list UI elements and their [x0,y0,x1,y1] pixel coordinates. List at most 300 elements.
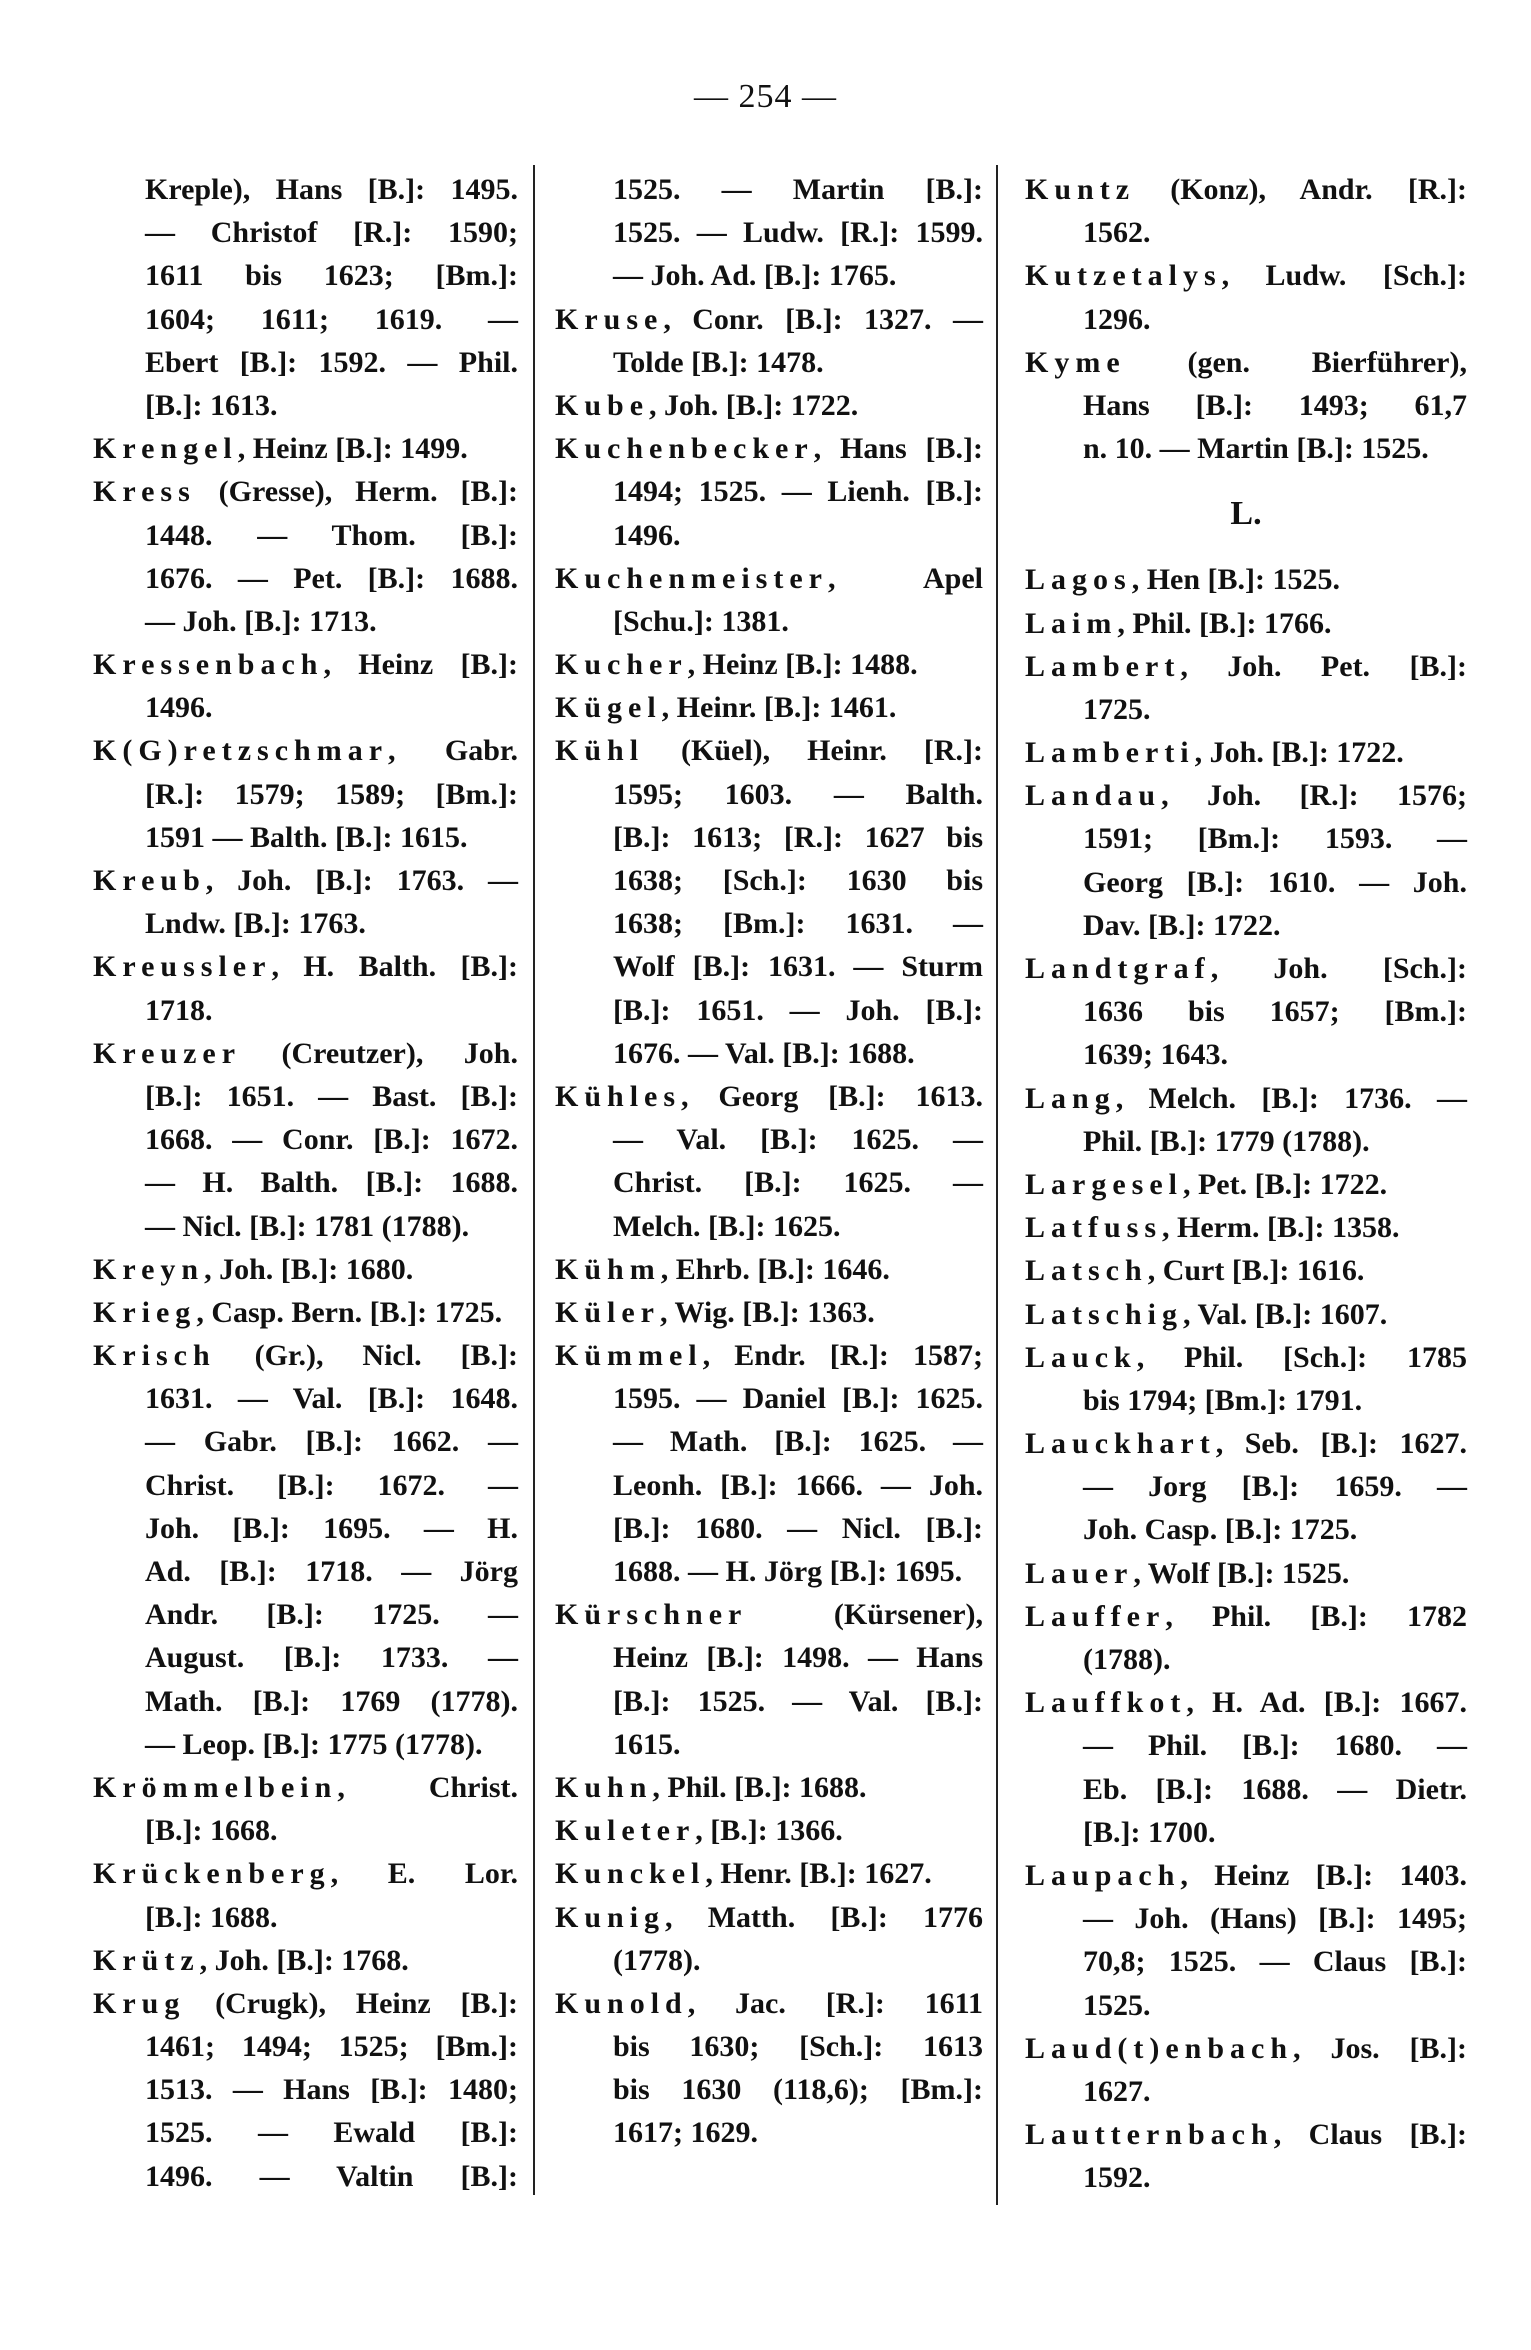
entry-line: 1496. — Valtin [B.]: [145,2159,518,2193]
entry-surname: Lamberti [1025,736,1195,770]
entry-line [1025,168,1467,211]
entry-line: 1639; 1643. [1083,1038,1228,1072]
index-entry [555,1248,983,1291]
entry-surname: Kube [555,388,650,422]
entry-line: 1494; 1525. — Lienh. [B.]: [613,475,983,509]
entry-surname: Kress [93,475,196,509]
entry-line: bis 1794; [Bm.]: 1791. [1083,1383,1363,1417]
entry-surname: Kruse [555,302,664,336]
entry-text: , Herm. [B.]: 1358. [1162,1211,1400,1245]
entry-line: bis 1630; [Sch.]: 1613 [613,2030,983,2064]
entry-line: 1496. [613,518,681,552]
entry-line: 1617; 1629. [613,2116,758,2150]
entry-line: — Nicl. [B.]: 1781 (1788). [145,1209,470,1243]
entry-line: 1676. — Val. [B.]: 1688. [613,1036,915,1070]
entry-line: 1638; [Bm.]: 1631. — [613,907,983,941]
entry-line [93,859,518,902]
entry-line [93,729,518,772]
entry-line: 1448. — Thom. [B.]: [145,518,518,552]
entry-line [93,1032,518,1075]
entry-line: Kreple), Hans [B.]: 1495. [145,173,518,206]
index-entry [555,1291,983,1334]
entry-line [555,298,983,341]
entry-line [555,1896,983,1939]
entry-line: 1636 bis 1657; [Bm.]: [1083,995,1467,1029]
entry-surname: Kreuzer [93,1036,242,1070]
index-entry [93,427,518,470]
entry-line: 1615. [613,1727,681,1761]
entry-text: , Hans [B.]: [813,432,983,466]
index-entry [1025,1077,1467,1163]
entry-text: , Ehrb. [B.]: 1646. [660,1252,890,1286]
entry-line: 1591 — Balth. [B.]: 1615. [145,820,468,854]
entry-line: 1461; 1494; 1525; [Bm.]: [145,2030,518,2064]
entry-line [93,643,518,686]
entry-line: Leonh. [B.]: 1666. — Joh. [613,1468,983,1502]
entry-text: (Crugk), Heinz [B.]: [185,1986,518,2020]
entry-line [555,557,983,600]
entry-line [1025,774,1467,817]
index-entry [555,1809,983,1852]
entry-line: Andr. [B.]: 1725. — [145,1598,518,1632]
entry-line [1025,1206,1467,1249]
entry-text: , Joh. [R.]: 1576; [1161,779,1467,813]
entry-line: [B.]: 1668. [145,1814,278,1848]
entry-line [555,1982,983,2025]
entry-surname: Kügel [555,691,662,725]
index-entry [93,1939,518,1982]
entry-line: — Val. [B.]: 1625. — [613,1123,983,1157]
entry-surname: Kühles [555,1079,682,1113]
entry-line [1025,1854,1467,1897]
entry-text: , Melch. [B.]: 1736. — [1115,1081,1467,1115]
entry-text: (Creutzer), Joh. [241,1036,518,1070]
entry-line: — Jorg [B.]: 1659. — [1083,1470,1467,1504]
entry-text: , Phil. [Sch.]: 1785 [1136,1340,1467,1374]
index-entry [1025,2113,1467,2199]
entry-line: 1591; [Bm.]: 1593. — [1083,822,1467,856]
entry-line [555,1593,983,1636]
entry-line: Joh. [B.]: 1695. — H. [145,1511,518,1545]
entry-text: , Phil. [B.]: 1688. [652,1770,867,1804]
entry-line: [B.]: 1651. — Joh. [B.]: [613,993,983,1027]
entry-line [555,427,983,470]
index-entry [1025,1681,1467,1854]
column-divider [533,165,535,2195]
entry-line [93,427,518,470]
entry-text: , Conr. [B.]: 1327. — [663,302,983,336]
entry-text: , E. Lor. [330,1857,518,1891]
entry-line: 1296. [1083,302,1151,336]
entry-text: , Wig. [B.]: 1363. [660,1295,875,1329]
index-entry [93,729,518,859]
entry-line [555,1334,983,1377]
entry-line: [B.]: 1680. — Nicl. [B.]: [613,1511,983,1545]
index-entry [1025,645,1467,731]
entry-text: , Phil. [B.]: 1782 [1165,1599,1467,1633]
entry-text: , Hen [B.]: 1525. [1131,563,1341,597]
entry-line: Christ. [B.]: 1625. — [613,1166,983,1200]
entry-text: (Kürsener), [747,1598,983,1632]
entry-line [555,384,983,427]
entry-line: — Leop. [B.]: 1775 (1778). [145,1727,483,1761]
entry-line [1025,1077,1467,1120]
entry-line [1025,947,1467,990]
entry-line [555,729,983,772]
index-entry [555,1334,983,1593]
entry-line: [Schu.]: 1381. [613,604,789,638]
entry-line: Tolde [B.]: 1478. [613,345,824,379]
entry-line: 1604; 1611; 1619. — [145,302,518,336]
entry-line: — Joh. Ad. [B.]: 1765. [613,259,897,293]
index-entry [555,168,983,298]
entry-surname: Laim [1025,606,1118,640]
entry-line: Ebert [B.]: 1592. — Phil. [145,345,518,379]
index-entry [555,643,983,686]
entry-surname: Lauffkot [1025,1686,1187,1720]
entry-surname: Lang [1025,1081,1116,1115]
index-entry [1025,341,1467,471]
page-number: — 254 — [694,78,837,115]
section-heading: L. [1230,495,1262,533]
entry-text: , Casp. Bern. [B.]: 1725. [196,1295,503,1329]
index-entry [555,1896,983,1982]
entry-text: , Endr. [R.]: 1587; [702,1339,983,1373]
entry-line [93,1982,518,2025]
index-entry [1025,731,1467,774]
entry-text: , Heinz [B.]: 1488. [687,648,918,682]
entry-text: , Val. [B.]: 1607. [1183,1297,1388,1331]
index-entry [1025,1163,1467,1206]
entry-line: — Gabr. [B.]: 1662. — [145,1425,518,1459]
index-entry [93,945,518,1031]
entry-surname: Lauck [1025,1340,1137,1374]
entry-surname: Küler [555,1295,660,1329]
entry-line: Heinz [B.]: 1498. — Hans [613,1641,983,1675]
entry-text: (Gresse), Herm. [B.]: [195,475,518,509]
index-entry [93,859,518,945]
index-entry [1025,1552,1467,1595]
entry-text: , [B.]: 1366. [695,1814,843,1848]
entry-surname: Laupach [1025,1858,1181,1892]
entry-text: , Henr. [B.]: 1627. [705,1857,932,1891]
entry-line [1025,254,1467,297]
entry-text: , Joh. [Sch.]: [1210,952,1467,985]
entry-line: — Joh. [B.]: 1713. [145,604,377,638]
entry-surname: Laud(t)enbach [1025,2031,1294,2065]
entry-text: , H. Ad. [B.]: 1667. [1186,1686,1467,1720]
entry-text: , Heinz [B.]: 1499. [237,432,468,466]
entry-text: , Jos. [B.]: [1293,2031,1467,2065]
entry-line: Eb. [B.]: 1688. — Dietr. [1083,1772,1467,1806]
entry-surname: Kuchenbecker [555,432,814,466]
entry-line: [B.]: 1613. [145,388,278,422]
entry-text: , Seb. [B.]: 1627. [1215,1427,1467,1461]
entry-line: 1525. — Martin [B.]: [613,173,983,206]
entry-line: August. [B.]: 1733. — [145,1641,518,1675]
entry-line: 1525. [1083,1988,1151,2022]
index-entry [93,168,518,427]
entry-line [93,1334,518,1377]
entry-line: Melch. [B.]: 1625. [613,1209,841,1243]
entry-line [93,945,518,988]
entry-line: 1631. — Val. [B.]: 1648. [145,1382,518,1416]
entry-text: (Konz), Andr. [R.]: [1135,173,1467,206]
entry-line: 1595; 1603. — Balth. [613,777,983,811]
index-entry [1025,1336,1467,1422]
entry-text: , Ludw. [Sch.]: [1221,259,1467,293]
entry-surname: Kühm [555,1252,661,1286]
entry-line [555,686,983,729]
entry-line [1025,558,1467,601]
entry-line: [B.]: 1688. [145,1900,278,1934]
entry-line: [B.]: 1525. — Val. [B.]: [613,1684,983,1718]
index-entry [555,384,983,427]
entry-line [555,1291,983,1334]
entry-line [1025,1595,1467,1638]
entry-line: Dav. [B.]: 1722. [1083,908,1281,942]
entry-line: Hans [B.]: 1493; 61,7 [1083,388,1467,422]
index-column-1 [93,168,518,2198]
entry-text: , Claus [B.]: [1273,2118,1467,2152]
entry-line [1025,1552,1467,1595]
index-entry [555,686,983,729]
entry-surname: Kuhn [555,1770,653,1804]
entry-line: Phil. [B.]: 1779 (1788). [1083,1124,1370,1158]
entry-surname: Kucher [555,648,688,682]
index-column-3 [1025,168,1467,2199]
entry-line: [B.]: 1700. [1083,1815,1216,1849]
entry-line: 70,8; 1525. — Claus [B.]: [1083,1945,1467,1979]
entry-text: , Joh. [B.]: 1722. [649,388,859,422]
index-entry [93,1032,518,1248]
entry-surname: Kümmel [555,1339,703,1373]
entry-line [1025,2113,1467,2156]
entry-surname: Krütz [93,1943,200,1977]
entry-line [93,1248,518,1291]
index-entry [93,1291,518,1334]
entry-line: 1718. [145,993,213,1027]
entry-line: 1592. [1083,2161,1151,2195]
entry-line [1025,1163,1467,1206]
entry-text: , Joh. [B.]: 1768. [199,1943,409,1977]
entry-surname: Kürschner [555,1598,748,1632]
entry-line: 1725. [1083,692,1151,726]
entry-line: 1513. — Hans [B.]: 1480; [145,2073,518,2107]
entry-line: — H. Balth. [B.]: 1688. [145,1166,518,1200]
index-entry [1025,2027,1467,2113]
entry-surname: Kuchenmeister [555,561,828,595]
index-entry [555,729,983,1075]
entry-line [555,1766,983,1809]
entry-surname: Lambert [1025,649,1181,683]
index-entry [93,1248,518,1291]
entry-surname: Landau [1025,779,1162,813]
entry-surname: Landtgraf [1025,952,1211,985]
entry-surname: K(G)retzschmar [93,734,389,768]
entry-line: (1788). [1083,1643,1171,1676]
entry-surname: Largesel [1025,1167,1183,1201]
entry-text: , Curt [B.]: 1616. [1147,1254,1365,1288]
entry-surname: Kyme [1025,345,1126,379]
column-divider [996,165,998,2205]
entry-surname: Krieg [93,1295,197,1329]
index-entry [1025,1249,1467,1292]
index-entry [1025,1595,1467,1681]
index-entry [93,1982,518,2198]
index-entry [555,1982,983,2155]
entry-line: — Phil. [B.]: 1680. — [1083,1729,1467,1763]
entry-surname: Kuleter [555,1814,696,1848]
entry-line: Georg [B.]: 1610. — Joh. [1083,865,1467,899]
index-entry [1025,254,1467,340]
index-entry [1025,1206,1467,1249]
entry-text: , H. Balth. [B.]: [271,950,518,984]
entry-text: , Christ. [337,1770,518,1804]
entry-surname: Latschig [1025,1297,1184,1331]
index-entry [93,1334,518,1766]
entry-line: Joh. Casp. [B.]: 1725. [1083,1513,1358,1547]
entry-text: , Joh. [B.]: 1680. [204,1252,414,1286]
entry-line: [B.]: 1651. — Bast. [B.]: [145,1079,518,1113]
index-entry [1025,774,1467,947]
index-entry [555,1075,983,1248]
index-column-2 [555,168,983,2155]
index-entry [1025,558,1467,601]
entry-line: 1595. — Daniel [B.]: 1625. [613,1382,983,1416]
entry-text: , Gabr. [388,734,518,768]
entry-line [93,1939,518,1982]
entry-text: (Gr.), Nicl. [B.]: [215,1339,518,1373]
entry-line: Math. [B.]: 1769 (1778). [145,1684,518,1718]
entry-surname: Krömmelbein [93,1770,338,1804]
entry-text: , Heinz [B.]: [323,648,518,682]
entry-line: 1611 bis 1623; [Bm.]: [145,259,518,293]
index-entry [555,557,983,643]
entry-text: , Apel [827,561,983,595]
entry-text: , Heinr. [B.]: 1461. [661,691,897,725]
entry-surname: Kressenbach [93,648,324,682]
entry-line: — Math. [B.]: 1625. — [613,1425,983,1459]
entry-line [93,1766,518,1809]
entry-line [555,643,983,686]
index-entry [93,470,518,643]
entry-line: 1562. [1083,216,1151,250]
entry-line [1025,731,1467,774]
entry-line [555,1248,983,1291]
entry-surname: Latfuss [1025,1211,1163,1245]
entry-surname: Krisch [93,1339,216,1373]
entry-line: 1627. [1083,2074,1151,2108]
index-entry [93,643,518,729]
index-entry [93,1852,518,1938]
entry-line: 1525. — Ludw. [R.]: 1599. [613,216,983,250]
index-entry [1025,1854,1467,2027]
entry-line [1025,602,1467,645]
entry-text: , Joh. [B.]: 1722. [1194,736,1404,770]
index-entry [1025,947,1467,1077]
entry-line: 1638; [Sch.]: 1630 bis [613,864,983,897]
entry-surname: Kuntz [1025,173,1136,206]
entry-line: [B.]: 1613; [R.]: 1627 bis [613,820,983,854]
index-entry [555,427,983,557]
entry-surname: Krug [93,1986,186,2020]
entry-line [1025,1293,1467,1336]
entry-text: , Phil. [B.]: 1766. [1117,606,1332,640]
entry-line: 1688. — H. Jörg [B.]: 1695. [613,1555,963,1588]
entry-line: 1496. [145,691,213,725]
entry-line: [R.]: 1579; 1589; [Bm.]: [145,777,518,811]
entry-line: bis 1630 (118,6); [Bm.]: [613,2073,983,2107]
entry-line [93,1291,518,1334]
index-entry [555,1766,983,1809]
index-entry [1025,602,1467,645]
entry-surname: Kutzetalys [1025,259,1222,293]
entry-text: , Pet. [B.]: 1722. [1182,1167,1388,1201]
entry-line: n. 10. — Martin [B.]: 1525. [1083,432,1429,466]
entry-text: , Georg [B.]: 1613. [681,1079,983,1113]
index-entry [555,1593,983,1766]
entry-line: (1778). [613,1943,701,1977]
entry-line [555,1075,983,1118]
entry-line [1025,1681,1467,1724]
entry-text: , Jac. [R.]: 1611 [687,1986,983,2020]
index-entry [1025,1293,1467,1336]
entry-text: , Matth. [B.]: 1776 [665,1900,983,1934]
entry-text: , Heinz [B.]: 1403. [1180,1858,1467,1892]
entry-text: (Küel), Heinr. [R.]: [644,734,983,768]
entry-surname: Kreyn [93,1252,205,1286]
entry-line: Christ. [B.]: 1672. — [145,1468,518,1502]
entry-line: 1676. — Pet. [B.]: 1688. [145,561,518,595]
entry-surname: Kunold [555,1986,688,2020]
entry-text: , Joh. [B.]: 1763. — [205,864,518,897]
entry-surname: Krengel [93,432,238,466]
entry-surname: Kreussler [93,950,272,984]
entry-line [93,1852,518,1895]
entry-surname: Lauer [1025,1556,1134,1590]
entry-line [555,1809,983,1852]
entry-line: 1525. — Ewald [B.]: [145,2116,518,2150]
entry-line [1025,645,1467,688]
entry-line: Wolf [B.]: 1631. — Sturm [613,950,983,984]
entry-text: , Wolf [B.]: 1525. [1133,1556,1350,1590]
entry-surname: Lauffer [1025,1599,1166,1633]
index-entry [1025,168,1467,254]
entry-surname: Krückenberg [93,1857,331,1891]
entry-line: Lndw. [B.]: 1763. [145,907,366,941]
entry-line: Ad. [B.]: 1718. — Jörg [145,1555,518,1588]
entry-line: — Joh. (Hans) [B.]: 1495; [1083,1902,1467,1936]
entry-surname: Kunig [555,1900,666,1934]
entry-surname: Kunckel [555,1857,706,1891]
entry-line [1025,1336,1467,1379]
entry-surname: Kühl [555,734,645,768]
entry-line [93,470,518,513]
entry-surname: Latsch [1025,1254,1148,1288]
entry-line [1025,1249,1467,1292]
entry-text: , Joh. Pet. [B.]: [1180,649,1467,683]
entry-surname: Lauckhart [1025,1427,1216,1461]
entry-line: — Christof [R.]: 1590; [145,216,518,250]
entry-surname: Kreub [93,864,206,897]
entry-line [555,1852,983,1895]
entry-line [1025,1422,1467,1465]
entry-text: (gen. Bierführer), [1125,345,1467,379]
entry-surname: Lagos [1025,563,1132,597]
index-entry [93,1766,518,1852]
entry-surname: Lautternbach [1025,2118,1274,2152]
